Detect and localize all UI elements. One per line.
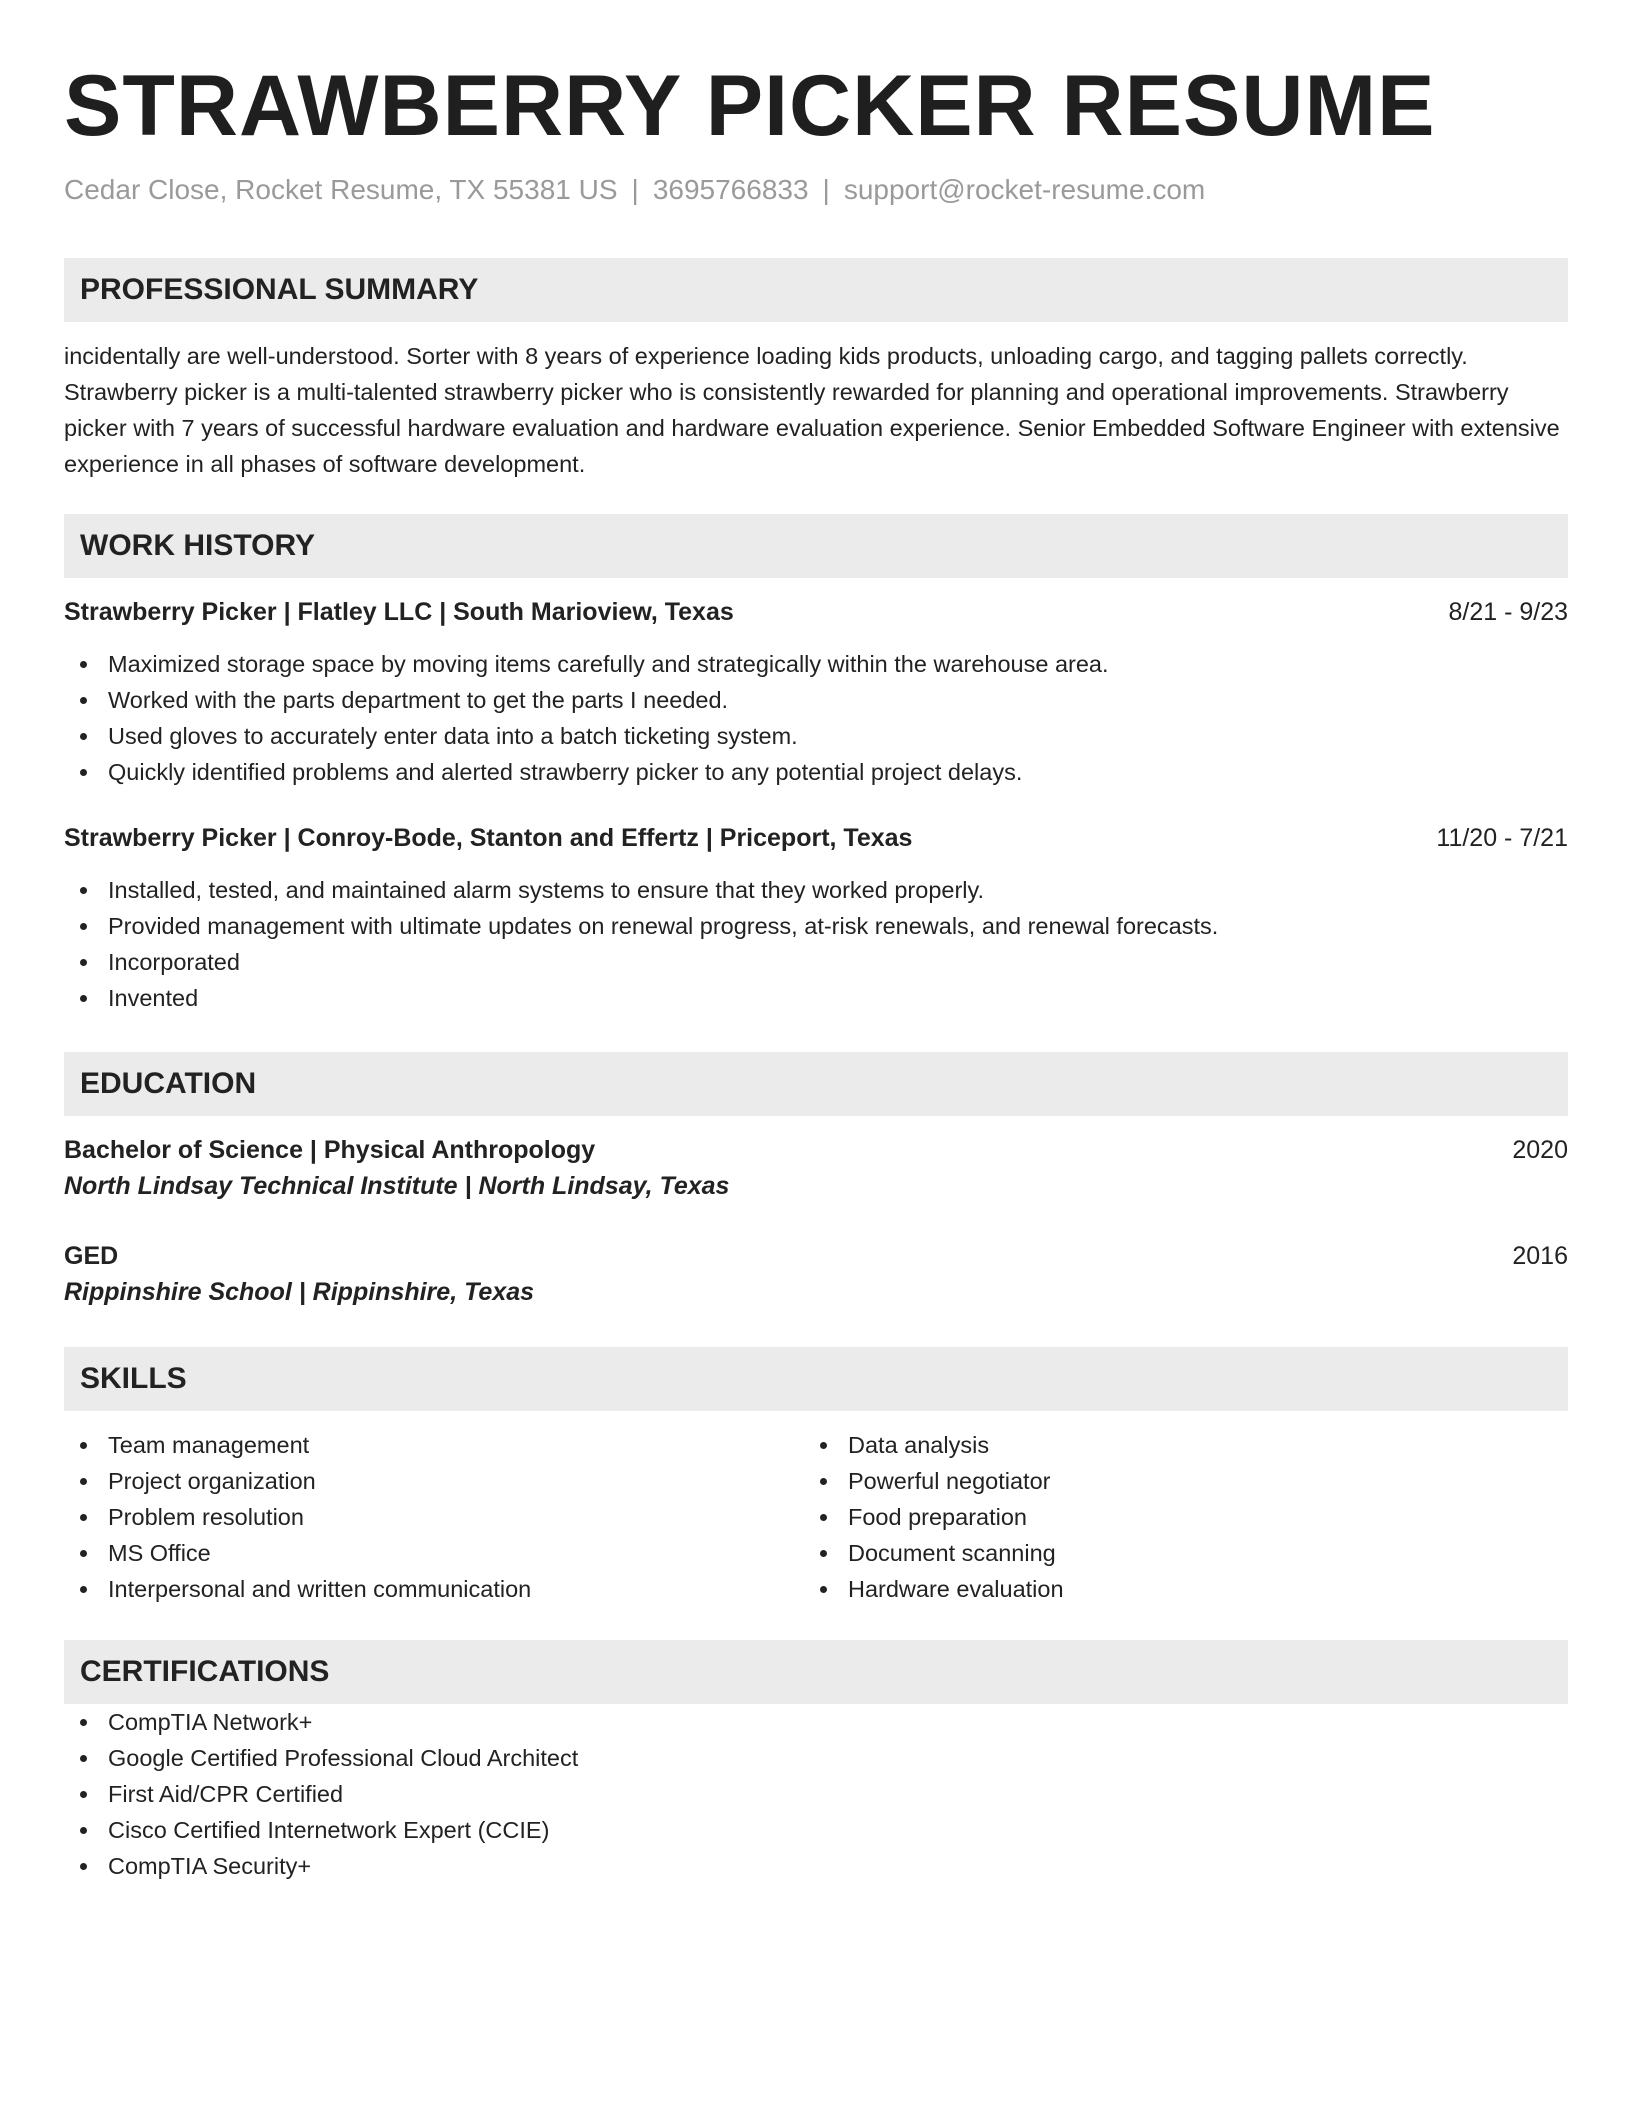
- education-heading: EDUCATION: [64, 1052, 1568, 1116]
- contact-address: Cedar Close, Rocket Resume, TX 55381 US: [64, 174, 618, 205]
- job-dates: 11/20 - 7/21: [1436, 824, 1568, 852]
- education-section: [64, 1052, 1568, 1310]
- summary-section: [64, 258, 1568, 482]
- job-header: [64, 820, 1568, 856]
- job-bullets: [64, 872, 1568, 1016]
- skills-heading: SKILLS: [64, 1347, 1568, 1411]
- job-bullet: Installed, tested, and maintained alarm systems to ensure that they worked properly.: [64, 872, 1568, 908]
- contact-phone: 3695766833: [652, 174, 809, 205]
- job-bullet: Incorporated: [64, 944, 1568, 980]
- skill-item: Document scanning: [804, 1535, 1544, 1571]
- education-degree: GED: [64, 1242, 119, 1270]
- certification-item: CompTIA Network+: [64, 1704, 1568, 1740]
- resume-title: STRAWBERRY PICKER RESUME: [64, 58, 1436, 154]
- job-bullet: Invented: [64, 980, 1568, 1016]
- job-bullet: Provided management with ultimate updates on renewal progress, at-risk renewals, and renewal forecasts.: [64, 908, 1568, 944]
- education-year: 2016: [1512, 1242, 1568, 1270]
- skill-item: Project organization: [64, 1463, 804, 1499]
- education-degree: Bachelor of Science | Physical Anthropology: [64, 1136, 596, 1164]
- skills-column-left: [64, 1427, 804, 1607]
- contact-email[interactable]: support@rocket-resume.com: [843, 174, 1206, 205]
- skill-item: MS Office: [64, 1535, 804, 1571]
- job-bullet: Worked with the parts department to get the parts I needed.: [64, 682, 1568, 718]
- work-history-heading: WORK HISTORY: [64, 514, 1568, 578]
- education-header: [64, 1132, 1568, 1168]
- certification-item: Google Certified Professional Cloud Architect: [64, 1740, 1568, 1776]
- contact-separator: |: [822, 174, 830, 205]
- skills-section: [64, 1347, 1568, 1607]
- education-year: 2020: [1512, 1136, 1568, 1164]
- certification-item: Cisco Certified Internetwork Expert (CCIE): [64, 1812, 1568, 1848]
- job-bullets: [64, 646, 1568, 790]
- education-school: Rippinshire School | Rippinshire, Texas: [64, 1278, 535, 1306]
- work-history-section: [64, 514, 1568, 1016]
- skill-item: Problem resolution: [64, 1499, 804, 1535]
- job-entry: [64, 594, 1568, 790]
- skill-item: Data analysis: [804, 1427, 1544, 1463]
- skill-item: Food preparation: [804, 1499, 1544, 1535]
- skill-item: Team management: [64, 1427, 804, 1463]
- contact-separator: |: [631, 174, 639, 205]
- skills-column-right: [804, 1427, 1544, 1607]
- education-entry: [64, 1132, 1568, 1204]
- skill-item: Powerful negotiator: [804, 1463, 1544, 1499]
- resume-page: [64, 56, 1568, 1884]
- job-dates: 8/21 - 9/23: [1448, 598, 1568, 626]
- job-bullet: Quickly identified problems and alerted strawberry picker to any potential project delays.: [64, 754, 1568, 790]
- summary-text: incidentally are well-understood. Sorter with 8 years of experience loading kids products, unloading cargo, and tagging pallets correctly. Strawberry picker is a multi-talented strawberry picker who is consistently rewarded for planning and operational improvements. Strawberry picker with 7 years of successful hardware evaluation and hardware evaluation experience. Senior Embedded Software Engineer with extensive experience in all phases of software development.: [64, 343, 1560, 477]
- skills-grid: [64, 1427, 1568, 1607]
- job-bullet: Used gloves to accurately enter data into a batch ticketing system.: [64, 718, 1568, 754]
- job-header: [64, 594, 1568, 630]
- contact-line: [64, 172, 1568, 208]
- certifications-section: [64, 1640, 1568, 1884]
- education-entry: [64, 1238, 1568, 1310]
- certification-item: First Aid/CPR Certified: [64, 1776, 1568, 1812]
- job-entry: [64, 820, 1568, 1016]
- certification-item: CompTIA Security+: [64, 1848, 1568, 1884]
- certifications-heading: CERTIFICATIONS: [64, 1640, 1568, 1704]
- education-school: North Lindsay Technical Institute | North Lindsay, Texas: [64, 1172, 730, 1200]
- education-header: [64, 1238, 1568, 1274]
- job-title: Strawberry Picker | Conroy-Bode, Stanton and Effertz | Priceport, Texas: [64, 824, 913, 852]
- skill-item: Interpersonal and written communication: [64, 1571, 804, 1607]
- skill-item: Hardware evaluation: [804, 1571, 1544, 1607]
- job-title: Strawberry Picker | Flatley LLC | South Marioview, Texas: [64, 598, 734, 626]
- certifications-list: [64, 1704, 1568, 1884]
- job-bullet: Maximized storage space by moving items carefully and strategically within the warehouse area.: [64, 646, 1568, 682]
- summary-heading: PROFESSIONAL SUMMARY: [64, 258, 1568, 322]
